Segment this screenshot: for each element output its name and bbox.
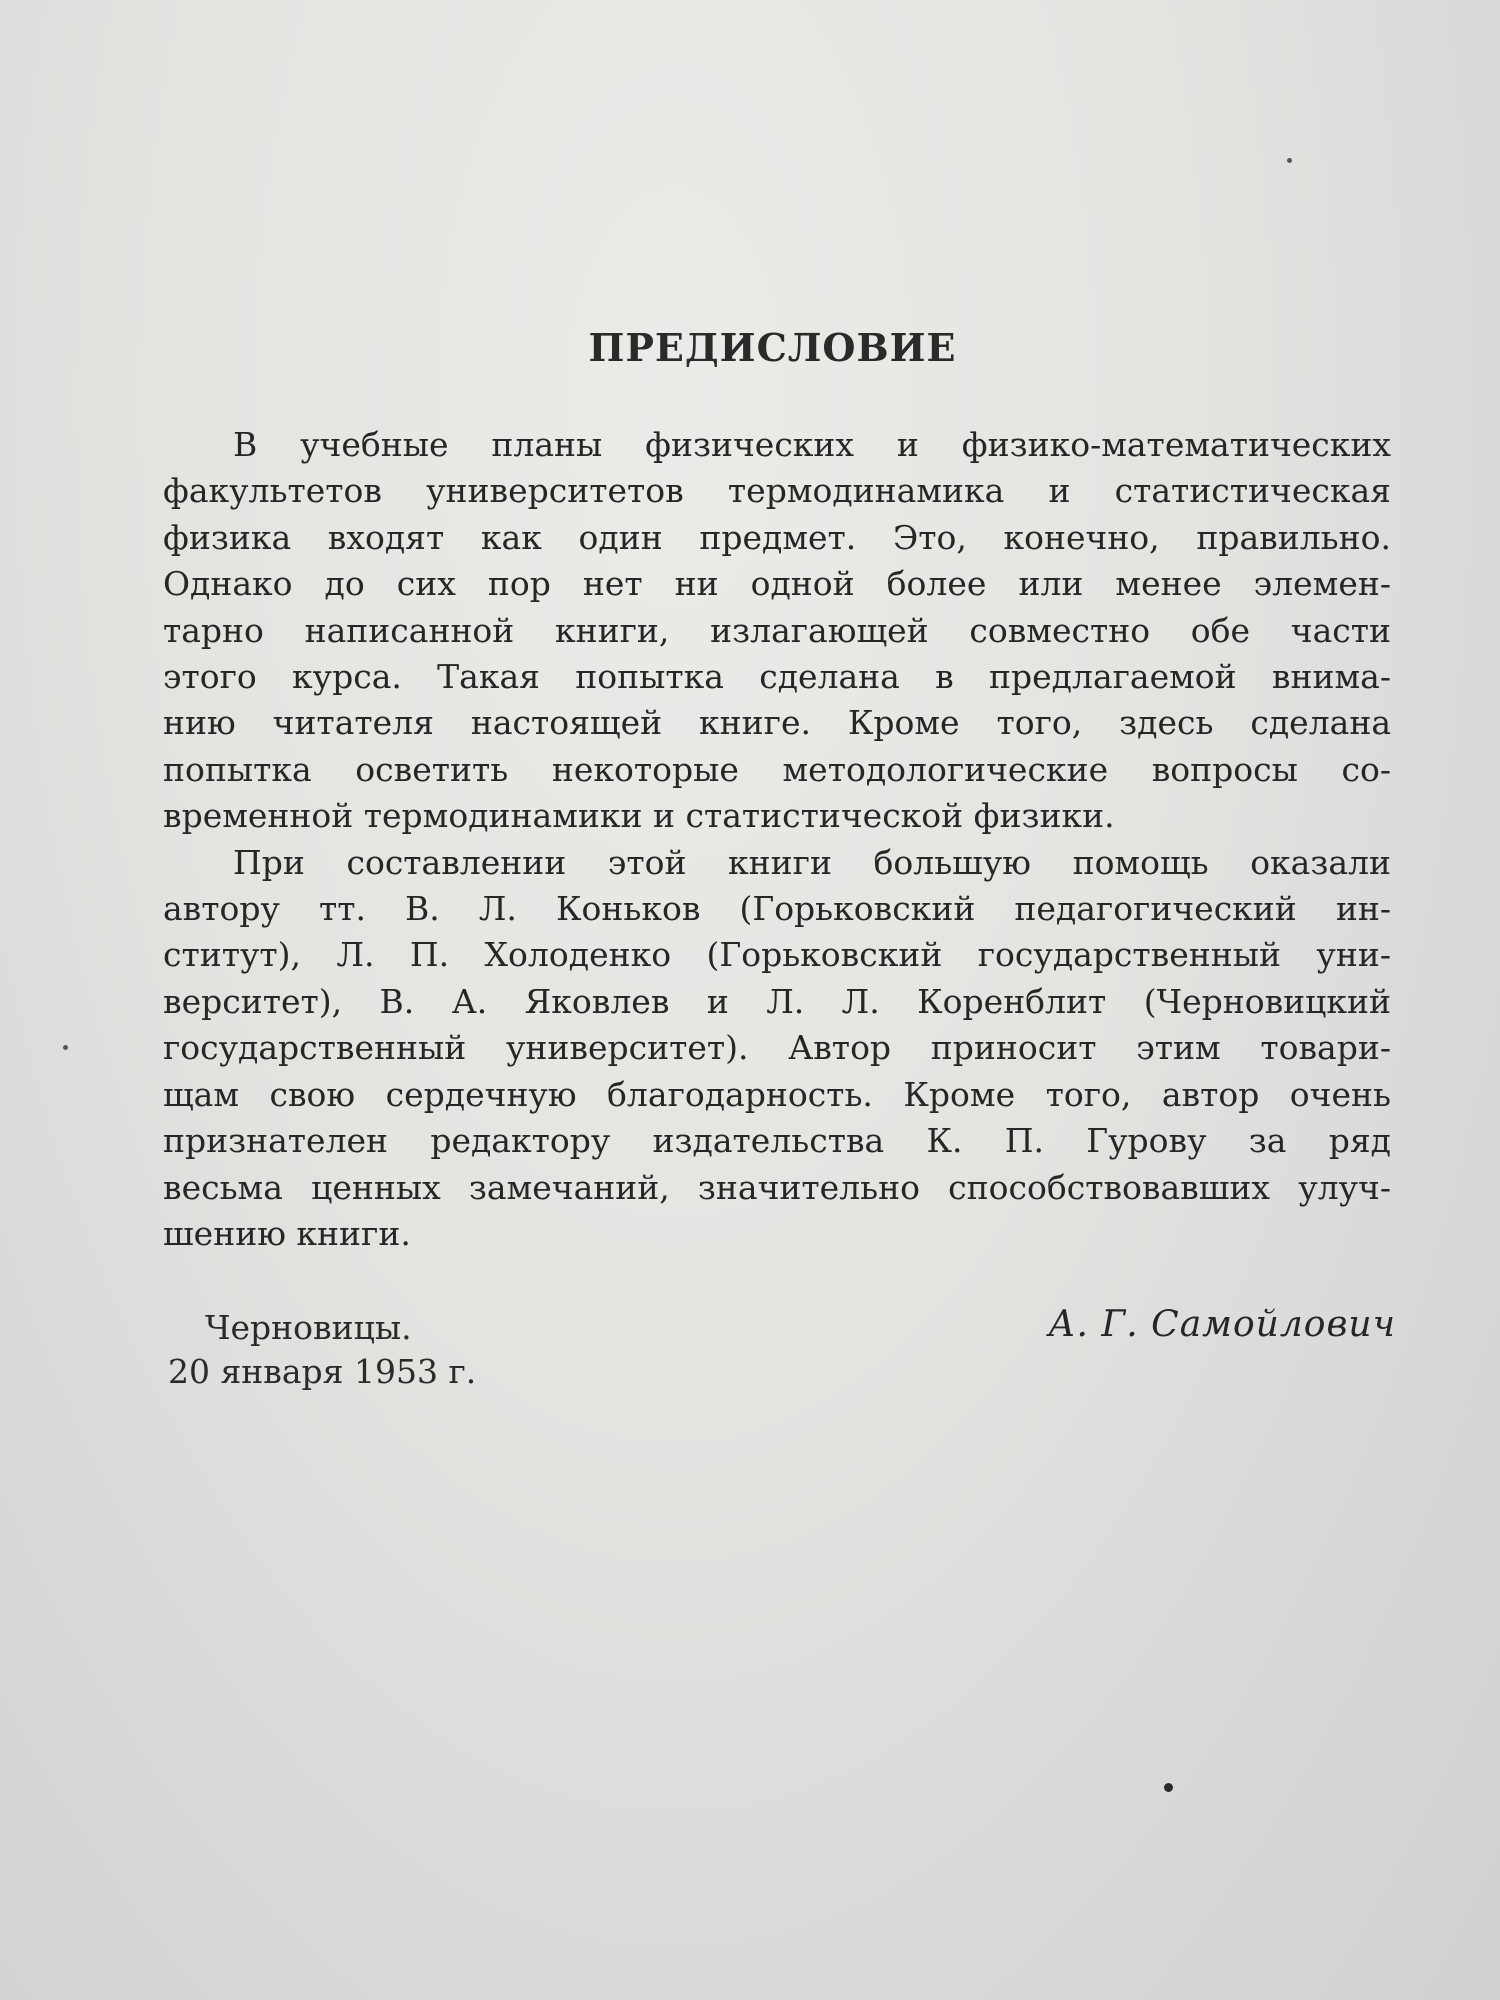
text-line: временной термодинамики и статистической физики. — [163, 796, 1115, 836]
preface-body — [163, 422, 1391, 1257]
ink-speck — [63, 1045, 68, 1050]
text-line: попытка осветить некоторые методологические вопросы со- — [163, 749, 1391, 789]
text-line: факультетов университетов термодинамика и статистическая — [163, 471, 1391, 511]
text-line: весьма ценных замечаний, значительно способствовавших улуч- — [163, 1167, 1391, 1207]
ink-speck — [1164, 1783, 1173, 1792]
text-line: щам свою сердечную благодарность. Кроме того, автор очень — [163, 1074, 1391, 1114]
text-line: этого курса. Такая попытка сделана в предлагаемой внима- — [163, 657, 1391, 697]
place-of-writing: Черновицы. — [205, 1308, 412, 1347]
ink-speck — [1287, 158, 1292, 163]
page-title: ПРЕДИСЛОВИЕ — [588, 325, 957, 370]
text-line: шению книги. — [163, 1213, 411, 1253]
text-line: верситет), В. А. Яковлев и Л. Л. Коренблит (Черновицкий — [163, 981, 1391, 1021]
author-signature: А. Г. Самойлович — [1048, 1304, 1396, 1345]
text-line: ститут), Л. П. Холоденко (Горьковский государственный уни- — [163, 935, 1391, 975]
paragraph-1 — [163, 422, 1391, 840]
paragraph-2 — [163, 840, 1391, 1258]
text-line: физика входят как один предмет. Это, конечно, правильно. — [163, 517, 1391, 557]
text-line: нию читателя настоящей книге. Кроме того, здесь сделана — [163, 703, 1391, 743]
date-of-writing: 20 января 1953 г. — [168, 1352, 477, 1391]
text-line: государственный университет). Автор приносит этим товари- — [163, 1028, 1391, 1068]
text-line: Однако до сих пор нет ни одной более или менее элемен- — [163, 564, 1391, 604]
text-line: При составлении этой книги большую помощь оказали — [233, 842, 1391, 882]
text-line: тарно написанной книги, излагающей совместно обе части — [163, 610, 1391, 650]
text-line: автору тт. В. Л. Коньков (Горьковский педагогический ин- — [163, 889, 1391, 929]
text-line: признателен редактору издательства К. П. Гурову за ряд — [163, 1121, 1391, 1161]
text-line: В учебные планы физических и физико-математических — [233, 425, 1391, 464]
